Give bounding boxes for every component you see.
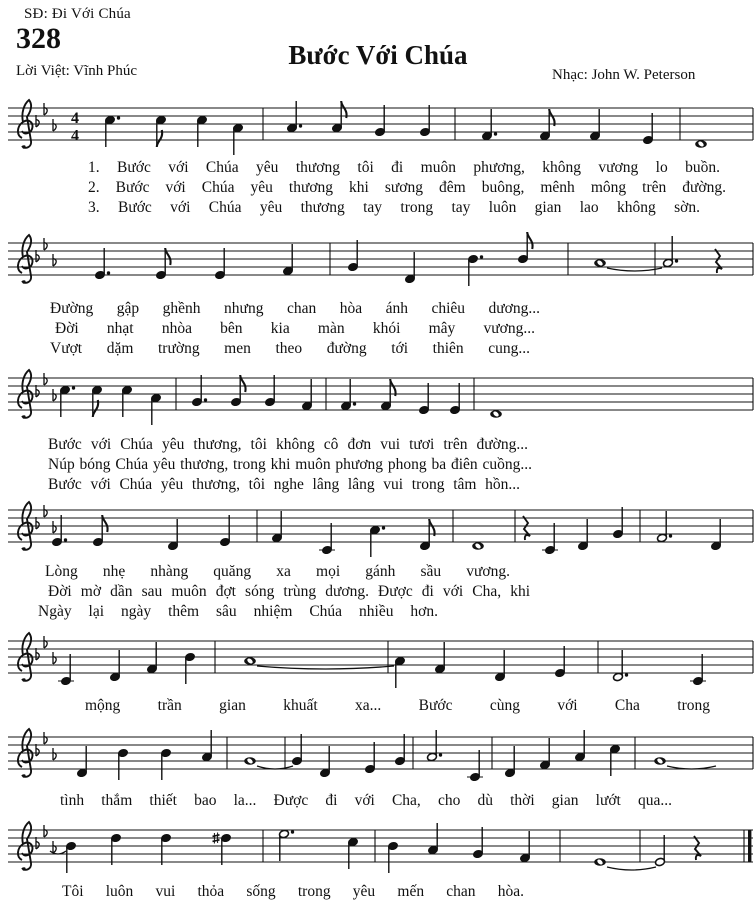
note	[110, 650, 121, 682]
augmentation-dot	[117, 116, 120, 119]
note	[690, 654, 706, 686]
note	[643, 113, 654, 145]
note	[244, 657, 256, 665]
note	[233, 123, 244, 155]
note	[111, 833, 122, 865]
note	[147, 642, 158, 674]
note	[202, 730, 213, 762]
note	[419, 383, 430, 415]
note	[221, 833, 232, 865]
lyric-line: Ngày lại ngày thêm sâu nhiệm Chúa nhiều hơn.	[38, 603, 438, 620]
song-code-label: SĐ: Đi Với Chúa	[24, 6, 131, 22]
note	[594, 858, 606, 866]
note	[555, 646, 566, 678]
flat-icon	[36, 517, 39, 529]
staff-system-4	[8, 502, 753, 557]
flat-icon	[53, 521, 56, 533]
flat-icon	[44, 825, 47, 837]
note	[265, 375, 276, 407]
note	[244, 757, 256, 765]
augmentation-dot	[299, 124, 302, 127]
note	[578, 519, 589, 551]
flat-icon	[44, 505, 47, 517]
note	[420, 519, 435, 551]
time-signature: 4	[71, 127, 79, 145]
eighth-flag	[527, 232, 532, 249]
note	[92, 385, 103, 417]
augmentation-dot	[669, 534, 672, 537]
staff-system-3	[8, 370, 753, 425]
flat-icon	[53, 119, 56, 131]
lyric-line: mộng trần gian khuất xa... Bước cùng với Cha trong	[85, 697, 710, 714]
staff-system-7	[8, 822, 753, 873]
note	[467, 750, 483, 782]
note	[435, 642, 446, 674]
flat-icon	[53, 652, 56, 664]
augmentation-dot	[72, 386, 75, 389]
flat-icon	[44, 103, 47, 115]
lyric-line: Lòng nhẹ nhàng quăng xa mọi gánh sầu vương.	[45, 563, 510, 580]
note	[381, 379, 396, 411]
note	[58, 654, 74, 686]
augmentation-dot	[204, 398, 207, 401]
flat-icon	[44, 373, 47, 385]
note	[375, 105, 386, 137]
lyric-line: Núp bóng Chúa yêu thương, trong khi muôn phương phong ba điên cuồng...	[48, 456, 532, 473]
lyric-line: Bước với Chúa yêu thương, tôi không cô đơn vui tươi trên đường...	[48, 436, 528, 453]
note	[287, 101, 303, 133]
flat-icon	[53, 389, 56, 401]
flat-icon	[36, 648, 39, 660]
note	[450, 383, 461, 415]
note	[594, 259, 606, 267]
note	[542, 523, 558, 555]
note	[590, 109, 601, 141]
note	[473, 827, 484, 859]
note	[292, 734, 303, 766]
music-credit: Nhạc: John W. Peterson	[552, 67, 696, 83]
note	[365, 742, 376, 774]
note	[613, 507, 624, 539]
augmentation-dot	[64, 538, 67, 541]
flat-icon	[36, 385, 39, 397]
augmentation-dot	[291, 830, 294, 833]
note	[711, 519, 722, 551]
note	[348, 837, 359, 869]
note	[161, 748, 172, 780]
flat-icon	[36, 250, 39, 262]
note	[490, 410, 502, 418]
note	[657, 511, 673, 543]
note	[663, 236, 679, 268]
lyric-line: Tôi luôn vui thỏa sống trong yêu mến chan hòa.	[62, 883, 524, 900]
note	[168, 519, 179, 551]
note	[405, 252, 416, 284]
lyric-line: Đường gập ghềnh nhưng chan hòa ánh chiêu dương...	[50, 300, 540, 317]
tie	[607, 867, 656, 870]
note	[220, 515, 231, 547]
eighth-flag	[341, 101, 346, 118]
note	[215, 248, 226, 280]
note	[482, 109, 498, 141]
flat-icon	[44, 636, 47, 648]
lyric-line: 2. Bước với Chúa yêu thương khi sương đêm buông, mênh mông trên đường.	[88, 179, 726, 196]
note	[613, 650, 629, 682]
tie	[607, 268, 662, 271]
note	[395, 734, 406, 766]
augmentation-dot	[382, 526, 385, 529]
note	[395, 656, 406, 688]
augmentation-dot	[625, 673, 628, 676]
staff-system-6	[8, 729, 753, 782]
augmentation-dot	[353, 402, 356, 405]
eighth-flag	[549, 109, 554, 126]
note	[197, 115, 208, 147]
note	[341, 379, 357, 411]
staff-system-5	[8, 633, 753, 688]
note	[654, 757, 666, 765]
flat-icon	[36, 744, 39, 756]
note	[272, 511, 283, 543]
note	[60, 385, 76, 417]
staff-system-1	[8, 100, 753, 155]
quarter-rest-icon	[694, 836, 701, 860]
note	[575, 730, 586, 762]
lyric-line: Đời nhạt nhòa bên kia màn khói mây vương...	[55, 320, 535, 337]
note	[77, 746, 88, 778]
eighth-flag	[93, 400, 98, 417]
flat-icon	[53, 841, 56, 853]
note	[185, 652, 196, 684]
note	[427, 730, 443, 762]
quarter-rest-icon	[523, 516, 530, 540]
lyric-line: tình thắm thiết bao la... Được đi với Cha, cho dù thời gian lướt qua...	[60, 792, 672, 809]
flat-icon	[53, 748, 56, 760]
augmentation-dot	[494, 132, 497, 135]
time-signature: 4	[71, 110, 79, 127]
note	[695, 140, 707, 148]
note	[283, 244, 294, 276]
quarter-rest-icon	[715, 249, 722, 273]
tie	[257, 666, 394, 669]
note	[279, 829, 295, 861]
note	[388, 841, 399, 873]
note	[428, 823, 439, 855]
flat-icon	[53, 254, 56, 266]
note	[540, 738, 551, 770]
lyric-line: Đời mờ dần sau muôn đợt sóng trùng dương. Được đi với Cha, khi	[48, 583, 530, 600]
note	[505, 746, 516, 778]
page-title: Bước Với Chúa	[288, 40, 468, 70]
eighth-flag	[157, 130, 162, 147]
note	[472, 542, 484, 550]
augmentation-dot	[439, 753, 442, 756]
note	[348, 240, 359, 272]
note	[66, 841, 77, 873]
final-barline	[748, 830, 751, 862]
note	[302, 379, 313, 411]
lyric-line: 1. Bước với Chúa yêu thương tôi đi muôn phương, không vương lo buồn.	[88, 159, 720, 176]
note	[118, 748, 129, 780]
lyrics-credit: Lời Việt: Vĩnh Phúc	[16, 63, 138, 79]
flat-icon	[44, 732, 47, 744]
note	[370, 525, 386, 557]
note	[105, 115, 121, 147]
flat-icon	[36, 115, 39, 127]
note	[122, 385, 133, 417]
augmentation-dot	[107, 271, 110, 274]
note	[156, 115, 167, 147]
flat-icon	[36, 837, 39, 849]
note	[540, 109, 555, 141]
augmentation-dot	[675, 259, 678, 262]
lyric-line: Bước với Chúa yêu thương, tôi nghe lâng lâng vui trong tâm hồn...	[48, 476, 520, 493]
staff-system-2	[8, 232, 753, 286]
lyric-line: 3. Bước với Chúa yêu thương tay trong tay luôn gian lao không sờn.	[88, 199, 700, 216]
eighth-flag	[429, 519, 434, 536]
note	[319, 523, 335, 555]
flat-icon	[44, 238, 47, 250]
note	[610, 744, 621, 776]
augmentation-dot	[480, 255, 483, 258]
lyric-line: Vượt dặm trường men theo đường tới thiên cung...	[50, 340, 530, 357]
note	[420, 105, 431, 137]
note	[151, 393, 162, 425]
note	[655, 835, 666, 867]
note	[520, 831, 531, 863]
hymn-number: 328	[16, 22, 61, 55]
note	[332, 101, 347, 133]
note	[161, 833, 172, 865]
eighth-flag	[390, 379, 395, 396]
note	[320, 746, 331, 778]
note	[495, 650, 506, 682]
